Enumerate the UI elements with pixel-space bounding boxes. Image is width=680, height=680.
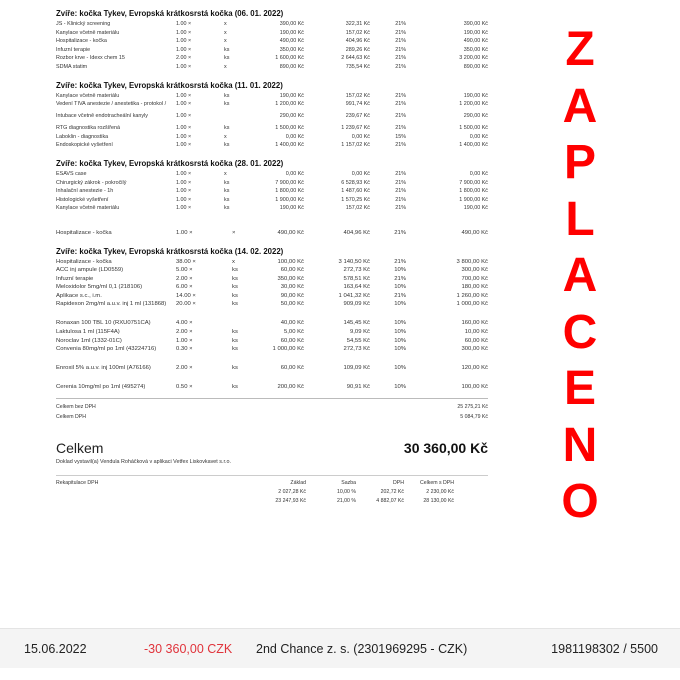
stamp-letter: A [562,79,598,133]
item-base: 145,45 Kč [343,320,370,327]
line-item [56,300,488,316]
item-unit: ks [232,275,238,282]
item-total: 0,00 Kč [469,170,488,177]
vat-recap-label: Rekapitulace DPH [56,480,99,487]
section-title: Zvíře: kočka Tykev, Evropská krátkosrstá kočka (06. 01. 2022) [56,9,284,18]
vat-total-value: 5 084,79 Kč [460,413,488,420]
line-item [56,46,488,55]
item-unit: ks [224,92,230,99]
item-vat: 21% [395,125,406,132]
item-vat: 15% [395,133,406,140]
item-vat: 21% [395,101,406,108]
item-name: RTG diagnostika rozšířená [56,125,121,132]
item-total: 0,00 Kč [469,133,488,140]
item-vat: 21% [395,179,406,186]
stamp-letter: E [563,362,596,415]
item-price: 190,00 Kč [279,92,304,99]
item-unit: x [224,29,227,36]
item-vat: 21% [395,55,406,62]
item-name: Hospitalizace - kočka [56,38,107,45]
item-qty: 14.00 × [176,292,196,299]
recap-header-vat: DPH [393,480,404,487]
line-item [56,92,488,101]
item-qty: 6.00 × [176,284,193,291]
item-base: 322,31 Kč [345,21,370,27]
vat-total-label: Celkem DPH [56,413,86,420]
item-name: Intubace včetně endotracheální kanyly [56,113,149,120]
item-price: 190,00 Kč [279,205,304,212]
item-price: 1 000,00 Kč [272,346,304,353]
stamp-letter: A [562,249,598,302]
item-price: 190,00 Kč [279,29,304,36]
item-qty: 1.00 × [176,196,192,203]
item-price: 1 400,00 Kč [275,142,304,149]
stamp-letter: Z [565,23,595,76]
item-price: 0,00 Kč [285,133,304,140]
transaction-row[interactable] [0,628,680,668]
line-item [56,63,488,72]
item-vat: 21% [395,29,406,36]
recap-base: 2 027,28 Kč [278,489,306,496]
item-vat: 10% [394,301,406,308]
item-vat: 21% [394,275,406,282]
item-qty: 1.00 × [176,133,192,140]
item-unit: ks [224,179,230,186]
item-unit: x [224,170,227,177]
item-base: 0,00 Kč [351,170,370,177]
recap-base: 23 247,93 Kč [275,498,306,505]
item-qty: 1.00 × [176,205,192,212]
grand-total-label: Celkem [56,439,104,456]
item-unit: ks [232,346,238,353]
line-item [56,141,488,150]
item-total: 490,00 Kč [461,229,488,236]
item-total: 1 500,00 Kč [459,125,488,132]
line-item [56,266,488,275]
item-vat: 21% [395,142,406,149]
item-total: 1 900,00 Kč [459,196,488,203]
subtotal-value: 25 275,21 Kč [457,403,488,410]
grand-total [56,438,488,456]
item-base: 289,26 Kč [345,46,370,53]
item-base: 1 570,25 Kč [341,196,370,203]
item-price: 90,00 Kč [280,292,304,299]
item-unit: x [224,38,227,45]
item-total: 300,00 Kč [461,267,488,274]
item-base: 909,09 Kč [343,301,370,308]
line-item [56,258,488,267]
item-total: 190,00 Kč [463,205,488,212]
stamp-letter: C [562,305,598,359]
item-total: 290,00 Kč [463,113,488,120]
item-total: 890,00 Kč [463,63,488,70]
issued-by: Doklad vystavil(a) Vendula Roháčková v aplikaci Vetfex Liskovkavet s.r.o. [56,458,231,465]
item-qty: 1.00 × [176,125,192,132]
item-total: 190,00 Kč [463,29,488,36]
vat-recap-header [56,480,488,489]
item-total: 350,00 Kč [463,46,488,53]
item-base: 1 041,32 Kč [338,292,370,299]
item-name: Histologické vyšetření [56,196,109,203]
item-qty: 1.00 × [176,170,192,177]
item-vat: 21% [395,46,406,53]
item-price: 200,00 Kč [277,384,304,391]
line-item [56,204,488,213]
item-unit: ks [232,292,238,299]
item-total: 1 800,00 Kč [459,188,488,195]
item-qty: 2.00 × [176,329,193,336]
item-qty: 2.00 × [176,55,192,62]
item-qty: 1.00 × [176,101,192,108]
item-name: Kanylace včetně materiálu [56,205,120,212]
item-vat: 21% [394,229,406,236]
item-price: 30,00 Kč [280,284,304,291]
item-total: 120,00 Kč [461,365,488,372]
line-item [56,364,488,380]
vat-total-row [56,414,488,424]
item-base: 0,00 Kč [351,133,370,140]
item-name: SDMA statim [56,63,88,70]
recap-rate: 21,00 % [336,498,356,505]
item-total: 1 000,00 Kč [456,301,488,308]
item-qty: 4.00 × [176,320,193,327]
item-total: 10,00 Kč [464,329,488,336]
item-name: Hospitalizace - kočka [56,258,112,265]
item-base: 6 528,93 Kč [341,179,370,186]
item-base: 109,09 Kč [343,365,370,372]
item-total: 700,00 Kč [461,275,488,282]
item-total: 1 400,00 Kč [459,142,488,149]
item-vat: 10% [394,320,406,327]
item-price: 1 500,00 Kč [275,125,304,132]
animal-section [56,246,488,392]
recap-vat: 202,72 Kč [380,489,404,496]
item-vat: 10% [394,267,406,274]
item-total: 390,00 Kč [463,21,488,27]
item-name: Aplikace s.c., i.m. [56,292,102,299]
item-name: Vedení TIVA anestezie / anestetika - protokol / [56,101,167,108]
item-vat: 21% [394,292,406,299]
animal-section [56,80,488,150]
item-qty: 1.00 × [176,38,192,45]
item-price: 7 900,00 Kč [275,179,304,186]
item-total: 60,00 Kč [464,337,488,344]
item-price: 1 200,00 Kč [275,101,304,108]
item-base: 272,73 Kč [343,267,370,274]
item-unit: × [232,229,236,236]
item-unit: ks [224,55,230,62]
item-total: 190,00 Kč [463,92,488,99]
item-base: 2 644,63 Kč [341,55,370,62]
item-base: 163,64 Kč [343,284,370,291]
item-unit: x [224,133,227,140]
item-price: 0,00 Kč [285,170,304,177]
transaction-account: 1981198302 / 5500 [551,642,658,656]
line-item [56,54,488,63]
line-item [56,20,488,29]
item-base: 404,96 Kč [345,38,370,45]
item-unit: x [224,21,227,27]
item-total: 3 200,00 Kč [459,55,488,62]
item-base: 1 157,02 Kč [341,142,370,149]
item-name: Cerenia 10mg/ml po 1ml (495274) [56,384,146,391]
item-total: 3 800,00 Kč [456,258,488,265]
stamp-letter: P [563,136,596,189]
transaction-date: 15.06.2022 [24,642,87,656]
item-base: 991,74 Kč [345,101,370,108]
item-unit: x [232,258,235,265]
line-item [56,292,488,301]
item-name: Rozbor krve - Idexx chem 15 [56,55,125,62]
item-qty: 2.00 × [176,365,193,372]
stamp-letter: N [562,418,598,472]
item-qty: 1.00 × [176,29,192,36]
item-unit: ks [232,301,238,308]
item-vat: 21% [395,188,406,195]
line-item [56,133,488,142]
item-vat: 10% [394,365,406,372]
section-title: Zvíře: kočka Tykev, Evropská krátkosrstá kočka (14. 02. 2022) [56,246,284,256]
item-unit: ks [224,101,230,108]
item-qty: 1.00 × [176,21,192,27]
item-price: 490,00 Kč [277,229,304,236]
item-price: 5,00 Kč [284,329,304,336]
item-base: 90,91 Kč [346,384,370,391]
item-name: Noroclav 1ml (1332-01C) [56,337,122,344]
item-total: 160,00 Kč [461,320,488,327]
item-total: 100,00 Kč [461,384,488,391]
item-name: Chirurgický zákrok - pokročilý [56,179,127,186]
item-qty: 2.00 × [176,275,193,282]
item-base: 157,02 Kč [345,29,370,36]
item-unit: ks [232,329,238,336]
item-price: 1 600,00 Kč [275,55,304,62]
item-vat: 21% [394,258,406,265]
line-item [56,170,488,179]
item-unit: ks [232,284,238,291]
item-price: 390,00 Kč [279,21,304,27]
item-base: 9,09 Kč [350,329,370,336]
recap-header-rate: Sazba [341,480,356,487]
line-item [56,283,488,292]
item-name: ACC inj ampule (LD0559) [56,267,124,274]
paid-stamp [540,22,620,531]
item-vat: 21% [395,92,406,99]
divider [56,475,488,476]
animal-section [56,158,488,213]
item-vat: 21% [395,170,406,177]
line-item [56,187,488,196]
item-name: Convenia 80mg/ml po 1ml (43224716) [56,346,157,353]
item-price: 60,00 Kč [280,365,304,372]
item-price: 1 900,00 Kč [275,196,304,203]
item-name: Endoskopické vyšetření [56,142,113,149]
item-name: Kanylace včetně materiálu [56,29,120,36]
item-price: 100,00 Kč [277,258,304,265]
line-item [56,328,488,337]
item-base: 404,96 Kč [343,229,370,236]
item-vat: 21% [395,38,406,45]
transaction-counterparty: 2nd Chance z. s. (2301969295 - CZK) [256,642,468,656]
item-vat: 10% [394,337,406,344]
item-name: Hospitalizace - kočka [56,229,112,236]
item-vat: 21% [395,205,406,212]
item-qty: 1.00 × [176,179,192,186]
item-qty: 5.00 × [176,267,193,274]
line-item [56,229,488,238]
item-price: 1 800,00 Kč [275,188,304,195]
item-vat: 10% [394,384,406,391]
line-item [56,179,488,188]
item-price: 50,00 Kč [280,301,304,308]
stamp-letter: L [565,192,595,246]
item-vat: 10% [394,329,406,336]
item-total: 1 260,00 Kč [456,292,488,299]
line-item [56,37,488,46]
animal-section [56,8,488,72]
divider [56,398,488,399]
line-item [56,345,488,361]
item-qty: 1.00 × [176,142,192,149]
item-vat: 21% [395,196,406,203]
line-item [56,124,488,133]
item-qty: 1.00 × [176,63,192,70]
grand-total-value: 30 360,00 Kč [403,439,488,456]
item-base: 157,02 Kč [345,92,370,99]
line-item [56,337,488,346]
vat-recap-row [56,498,488,507]
item-base: 578,51 Kč [343,275,370,282]
item-name: Laktulosa 1 ml (115F4A) [56,329,120,336]
item-base: 54,55 Kč [346,337,370,344]
subtotal-row [56,404,488,414]
item-total: 7 900,00 Kč [459,179,488,186]
item-qty: 0.50 × [176,384,193,391]
item-qty: 1.00 × [176,188,192,195]
item-price: 60,00 Kč [280,337,304,344]
line-item [56,383,488,392]
item-unit: ks [224,205,230,212]
item-qty: 1.00 × [176,92,192,99]
item-name: Ronaxan 100 TBL 10 (RXU0751CA) [56,320,151,327]
item-price: 890,00 Kč [279,63,304,70]
recap-header-base: Základ [290,480,306,487]
subtotal-label: Celkem bez DPH [56,403,96,410]
recap-total: 28 130,00 Kč [423,498,454,505]
item-unit: ks [232,267,238,274]
item-unit: ks [224,142,230,149]
item-unit: ks [224,188,230,195]
item-name: ESAVS case [56,170,87,177]
item-qty: 20.00 × [176,301,196,308]
item-unit: ks [224,125,230,132]
item-base: 3 140,50 Kč [338,258,370,265]
item-unit: x [224,63,227,70]
item-name: Meloxidolor 5mg/ml 0,1 (218106) [56,284,143,291]
item-name: JS - Klinický screening [56,21,111,27]
item-vat: 21% [395,63,406,70]
item-base: 735,54 Kč [345,63,370,70]
item-base: 239,67 Kč [345,113,370,120]
item-price: 350,00 Kč [277,275,304,282]
recap-rate: 10,00 % [336,489,356,496]
section-title: Zvíře: kočka Tykev, Evropská krátkosrstá kočka (11. 01. 2022) [56,80,283,90]
invoice-document [56,8,488,507]
item-vat: 10% [394,284,406,291]
item-vat: 21% [395,21,406,27]
item-name: Infuzní terapie [56,46,91,53]
item-qty: 1.00 × [176,113,192,120]
item-price: 490,00 Kč [279,38,304,45]
item-unit: ks [232,365,238,372]
line-item [56,275,488,284]
item-price: 40,00 Kč [280,320,304,327]
line-item [56,319,488,328]
transaction-amount: -30 360,00 CZK [144,642,233,656]
item-price: 60,00 Kč [280,267,304,274]
line-item [56,196,488,205]
item-qty: 1.00 × [176,229,193,236]
item-name: Enroxil 5% a.u.v. inj 100ml (A76166) [56,365,151,372]
item-qty: 0.30 × [176,346,193,353]
item-unit: ks [232,337,238,344]
item-unit: ks [224,46,230,53]
item-price: 350,00 Kč [279,46,304,53]
item-total: 300,00 Kč [461,346,488,353]
line-item [56,112,488,124]
item-name: Inhalační anestezie - 1h [56,188,114,195]
item-base: 1 239,67 Kč [341,125,370,132]
item-vat: 10% [394,346,406,353]
recap-vat: 4 882,07 Kč [376,498,404,505]
item-base: 157,02 Kč [345,205,370,212]
item-vat: 21% [395,113,406,120]
item-unit: ks [224,196,230,203]
item-base: 272,73 Kč [343,346,370,353]
recap-total: 2 230,00 Kč [426,489,454,496]
line-item [56,100,488,112]
item-qty: 1.00 × [176,46,192,53]
item-price: 290,00 Kč [279,113,304,120]
line-item [56,29,488,38]
item-qty: 1.00 × [176,337,193,344]
item-name: Rapidexon 2mg/ml a.u.v. inj 1 ml (131868) [56,301,167,308]
item-name: Kanylace včetně materiálu [56,92,120,99]
recap-header-total: Celkem s DPH [419,480,454,487]
item-name: Infuzní terapie [56,275,94,282]
item-qty: 38.00 × [176,258,196,265]
item-unit: ks [232,384,238,391]
item-base: 1 487,60 Kč [341,188,370,195]
item-name: Laboklin - diagnostika [56,133,109,140]
vat-recap-row [56,489,488,498]
item-total: 1 200,00 Kč [459,101,488,108]
item-total: 490,00 Kč [463,38,488,45]
section-title: Zvíře: kočka Tykev, Evropská krátkosrstá kočka (28. 01. 2022) [56,158,284,168]
stamp-letter: O [561,475,599,528]
item-total: 180,00 Kč [461,284,488,291]
